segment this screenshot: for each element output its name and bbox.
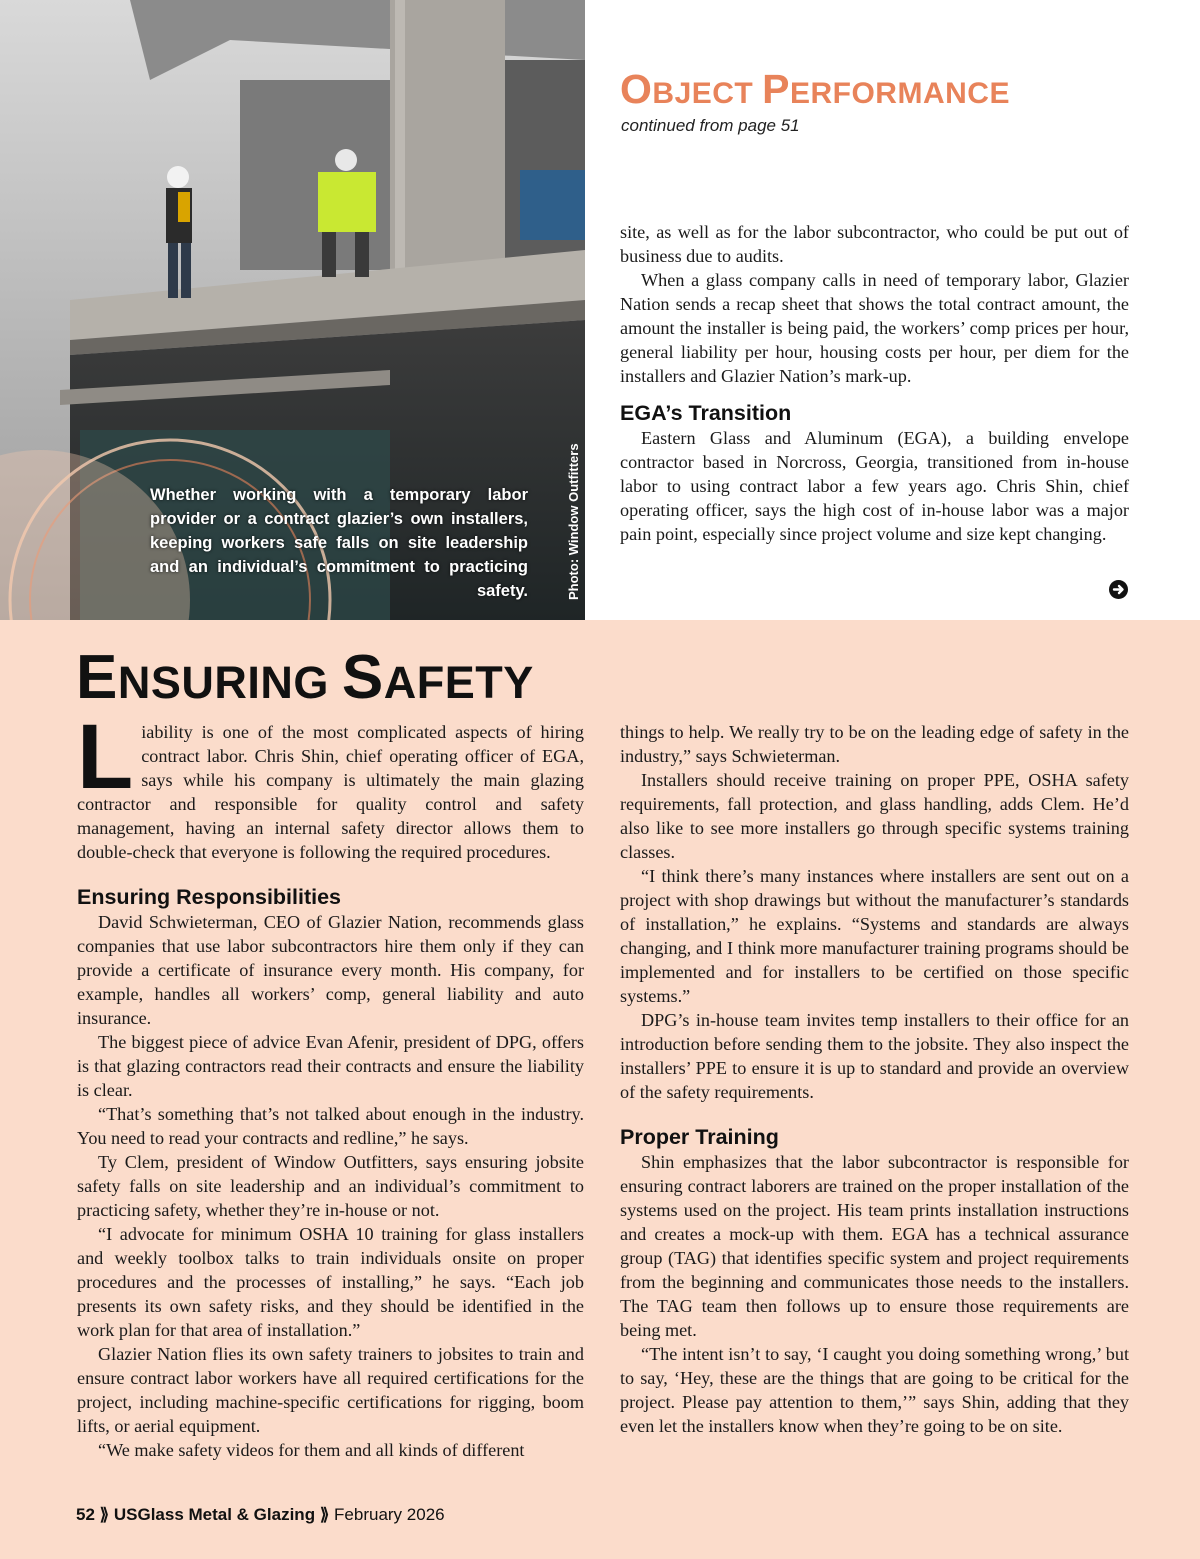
footer-separator: ⟫ bbox=[319, 1505, 330, 1524]
continued-note: continued from page 51 bbox=[621, 116, 800, 135]
subhead-ensuring-responsibilities: Ensuring Responsibilities bbox=[77, 885, 342, 909]
article-column-2 bbox=[620, 720, 1129, 1438]
photo-credit: Photo: Window Outfitters bbox=[566, 443, 581, 600]
paragraph: “That’s something that’s not talked about enough in the industry. You need to read your contracts and redline,” he says. bbox=[77, 1104, 584, 1148]
paragraph: “I advocate for minimum OSHA 10 training for glass installers and weekly toolbox talks to train individuals onsite on proper procedures and the processes of installing,” he says. “Each job presents its own safety risks, and they should be identified in the work plan for that area of installation.” bbox=[77, 1224, 584, 1340]
paragraph: “The intent isn’t to say, ‘I caught you doing something wrong,’ but to say, ‘Hey, these are the things that are going to be critical for the project. Please pay attention to them,’” says Shin, adding that they even let the installers know when they’re going to be on site. bbox=[620, 1344, 1129, 1436]
subhead-proper-training: Proper Training bbox=[620, 1125, 779, 1149]
article-title: ENSURING SAFETY bbox=[76, 643, 534, 712]
paragraph: Installers should receive training on proper PPE, OSHA safety requirements, fall protection, and glass handling, adds Clem. He’d also like to see more installers go through specific systems training classes. bbox=[620, 770, 1129, 862]
paragraph: David Schwieterman, CEO of Glazier Nation, recommends glass companies that use labor subcontractors hire them only if they can provide a certificate of insurance every month. His company, for example, handles all workers’ comp, general liability and auto insurance. bbox=[77, 912, 584, 1028]
drop-cap: L bbox=[77, 706, 134, 808]
page-number: 52 bbox=[76, 1505, 95, 1524]
paragraph: “I think there’s many instances where installers are sent out on a project with shop drawings but without the manufacturer’s standards of installation,” he explains. “Systems and standards are always changing, and I think more manufacturer training programs should be implemented and for installers to be certified on those specific systems.” bbox=[620, 866, 1129, 1006]
subhead-egas-transition: EGA’s Transition bbox=[620, 401, 792, 425]
paragraph: Glazier Nation flies its own safety trainers to jobsites to train and ensure contract labor workers have all required certifications for the project, including machine-specific certifications for rigging, boom lifts, or aerial equipment. bbox=[77, 1344, 584, 1436]
continued-column bbox=[620, 220, 1129, 546]
publication-name: USGlass Metal & Glazing bbox=[113, 1505, 316, 1524]
paragraph: “We make safety videos for them and all kinds of different bbox=[98, 1440, 525, 1460]
hero-photo bbox=[0, 0, 585, 620]
paragraph: things to help. We really try to be on the leading edge of safety in the industry,” says Schwieterman. bbox=[620, 722, 1129, 766]
paragraph: When a glass company calls in need of temporary labor, Glazier Nation sends a recap sheet that shows the total contract amount, the amount the installer is being paid, the workers’ comp prices per hour, general liability per hour, housing costs per hour, per diem for the installers and Glazier Nation’s mark-up. bbox=[620, 270, 1129, 386]
issue-date: February 2026 bbox=[334, 1505, 445, 1524]
footer-separator: ⟫ bbox=[99, 1505, 110, 1524]
intro-paragraph: Liability is one of the most complicated aspects of hiring contract labor. Chris Shin, chief operating officer of EGA, says while his company is ultimately the main glazing contractor and responsible for quality control and safety management, having an internal safety director allows them to double-check that everyone is following the required procedures. bbox=[77, 706, 584, 862]
photo-caption: Whether working with a temporary labor provider or a contract glazier’s own installers, keeping workers safe falls on site leadership and an individual’s commitment to practicing safety. bbox=[150, 486, 528, 600]
page-footer bbox=[76, 1505, 445, 1525]
paragraph: The biggest piece of advice Evan Afenir, president of DPG, offers is that glazing contractors read their contracts and ensure the liability is clear. bbox=[77, 1032, 584, 1100]
paragraph: Ty Clem, president of Window Outfitters, says ensuring jobsite safety falls on site leadership and an individual’s commitment to practicing safety, whether they’re in-house or not. bbox=[77, 1152, 584, 1220]
paragraph: DPG’s in-house team invites temp installers to their office for an introduction before sending them to the jobsite. They also inspect the installers’ PPE to ensure it is up to standard and provide an overview of the safety requirements. bbox=[620, 1010, 1129, 1102]
paragraph: Eastern Glass and Aluminum (EGA), a building envelope contractor based in Norcross, Georgia, transitioned from in-house labor to using contract labor a few years ago. Chris Shin, chief operating officer, says the high cost of in-house labor was a major pain point, especially since project volume and size kept changing. bbox=[620, 428, 1129, 544]
paragraph: site, as well as for the labor subcontractor, who could be put out of business due to audits. bbox=[620, 222, 1129, 266]
paragraph: Shin emphasizes that the labor subcontractor is responsible for ensuring contract laborers are trained on the proper installation of the systems used on the project. His team prints installation instructions and creates a mock-up with them. EGA has a technical assurance group (TAG) that identifies specific system and project requirements from the beginning and communicates those needs to the installers. The TAG team then follows up to ensure those requirements are being met. bbox=[620, 1152, 1129, 1340]
arrow-right-circle-icon bbox=[1109, 580, 1128, 599]
article-column-1 bbox=[77, 706, 584, 1462]
section-title-object-performance: OBJECT PERFORMANCE bbox=[620, 66, 1010, 112]
